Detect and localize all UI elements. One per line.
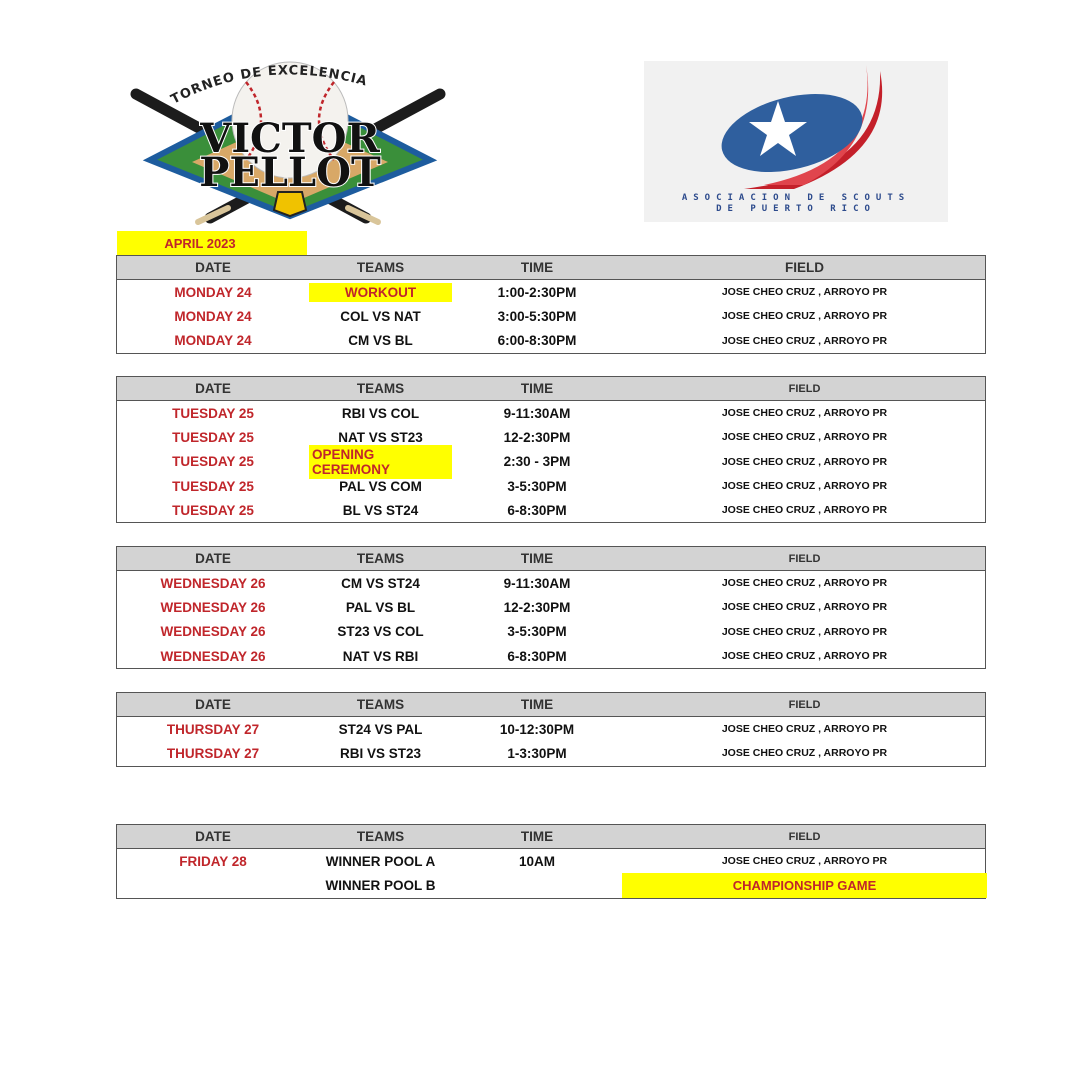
table-row <box>117 401 985 425</box>
row-date: MONDAY 24 <box>174 308 252 324</box>
row-teams: ST24 VS PAL <box>338 721 423 737</box>
table-header <box>117 377 985 401</box>
header-teams: TEAMS <box>356 260 405 275</box>
header-teams: TEAMS <box>356 551 405 566</box>
header-date: DATE <box>195 829 231 844</box>
table-row <box>117 873 985 897</box>
row-time: 6:00-8:30PM <box>497 333 577 349</box>
row-time: 1:00-2:30PM <box>497 284 577 300</box>
logo-line-pellot: PELLOT <box>199 149 381 196</box>
table-row <box>117 717 985 741</box>
table-row <box>117 571 985 595</box>
row-time: 10-12:30PM <box>499 721 575 737</box>
row-teams-highlight: WORKOUT <box>309 283 452 302</box>
row-teams: RBI VS ST23 <box>339 745 422 761</box>
header-field: FIELD <box>788 698 821 711</box>
header-time: TIME <box>520 381 554 396</box>
header-time: TIME <box>520 829 554 844</box>
row-field: JOSE CHEO CRUZ , ARROYO PR <box>721 480 888 493</box>
row-field: JOSE CHEO CRUZ , ARROYO PR <box>721 577 888 590</box>
header-time: TIME <box>520 260 554 275</box>
row-teams: WINNER POOL A <box>325 853 436 869</box>
row-teams: CM VS BL <box>348 333 413 349</box>
row-date: TUESDAY 25 <box>172 405 254 421</box>
row-date: WEDNESDAY 26 <box>160 648 266 664</box>
row-field: JOSE CHEO CRUZ , ARROYO PR <box>721 723 888 736</box>
row-field: JOSE CHEO CRUZ , ARROYO PR <box>721 855 888 868</box>
row-field: JOSE CHEO CRUZ , ARROYO PR <box>721 625 888 638</box>
row-date: WEDNESDAY 26 <box>160 575 266 591</box>
row-teams: NAT VS RBI <box>342 648 419 664</box>
row-time: 12-2:30PM <box>503 599 571 615</box>
schedule-block-tuesday <box>116 376 986 523</box>
row-date: FRIDAY 28 <box>179 853 247 869</box>
table-row <box>117 644 985 668</box>
row-teams: ST23 VS COL <box>337 624 424 640</box>
row-teams: BL VS ST24 <box>342 502 419 518</box>
table-header <box>117 256 985 280</box>
header-teams: TEAMS <box>356 697 405 712</box>
scouts-text-line1: ASOCIACION DE SCOUTS <box>681 193 911 203</box>
logo-line-victor: VICTOR <box>200 115 380 162</box>
row-time: 12-2:30PM <box>503 429 571 445</box>
header-field: FIELD <box>785 260 824 275</box>
row-field: JOSE CHEO CRUZ , ARROYO PR <box>721 601 888 614</box>
row-field: JOSE CHEO CRUZ , ARROYO PR <box>721 650 888 663</box>
row-field: JOSE CHEO CRUZ , ARROYO PR <box>721 747 888 760</box>
header-teams: TEAMS <box>356 829 405 844</box>
row-field: JOSE CHEO CRUZ , ARROYO PR <box>721 310 888 323</box>
row-time: 10AM <box>518 853 555 869</box>
month-banner: APRIL 2023 <box>117 231 307 255</box>
table-header <box>117 825 985 849</box>
row-teams-highlight: OPENING CEREMONY <box>309 445 452 479</box>
row-field: JOSE CHEO CRUZ , ARROYO PR <box>721 286 888 299</box>
row-field: JOSE CHEO CRUZ , ARROYO PR <box>721 334 888 347</box>
table-row <box>117 329 985 353</box>
row-date: THURSDAY 27 <box>166 745 260 761</box>
row-date: TUESDAY 25 <box>172 478 254 494</box>
championship-game-highlight: CHAMPIONSHIP GAME <box>622 873 987 897</box>
table-row <box>117 741 985 765</box>
row-time: 3-5:30PM <box>507 624 567 640</box>
schedule-block-thursday <box>116 692 986 767</box>
scouts-text-line2: DE PUERTO RICO <box>716 204 876 214</box>
header-date: DATE <box>195 381 231 396</box>
table-row <box>117 304 985 328</box>
row-teams: CM VS ST24 <box>341 575 420 591</box>
row-time: 9-11:30AM <box>503 405 571 421</box>
row-field: JOSE CHEO CRUZ , ARROYO PR <box>721 407 888 420</box>
table-row <box>117 446 985 477</box>
scouts-association-logo <box>644 61 948 222</box>
row-date: TUESDAY 25 <box>172 429 254 445</box>
row-field: JOSE CHEO CRUZ , ARROYO PR <box>721 504 888 517</box>
row-date: MONDAY 24 <box>174 284 252 300</box>
row-date: THURSDAY 27 <box>166 721 260 737</box>
table-header <box>117 547 985 571</box>
row-date: MONDAY 24 <box>174 333 252 349</box>
header-date: DATE <box>195 260 231 275</box>
row-teams: RBI VS COL <box>341 405 420 421</box>
row-teams: WINNER POOL B <box>325 877 436 893</box>
header-time: TIME <box>520 551 554 566</box>
row-time: 3:00-5:30PM <box>497 308 577 324</box>
header-field: FIELD <box>788 552 821 565</box>
table-row <box>117 595 985 619</box>
row-time: 3-5:30PM <box>507 478 567 494</box>
logo-arc-text: TORNEO DE EXCELENCIA <box>168 63 370 108</box>
schedule-block-monday <box>116 255 986 354</box>
row-time: 2:30 - 3PM <box>503 454 571 470</box>
table-row <box>117 849 985 873</box>
header-field: FIELD <box>788 382 821 395</box>
table-row <box>117 498 985 522</box>
table-row <box>117 280 985 304</box>
table-row <box>117 425 985 449</box>
row-date: WEDNESDAY 26 <box>160 599 266 615</box>
row-date: TUESDAY 25 <box>172 502 254 518</box>
table-row <box>117 620 985 644</box>
row-time: 1-3:30PM <box>507 745 567 761</box>
row-time: 9-11:30AM <box>503 575 571 591</box>
row-date: WEDNESDAY 26 <box>160 624 266 640</box>
schedule-block-friday <box>116 824 986 899</box>
header-date: DATE <box>195 551 231 566</box>
row-teams: PAL VS BL <box>345 599 416 615</box>
header-field: FIELD <box>788 830 821 843</box>
row-teams: COL VS NAT <box>340 308 421 324</box>
row-teams: PAL VS COM <box>339 478 422 494</box>
header-teams: TEAMS <box>356 381 405 396</box>
header-date: DATE <box>195 697 231 712</box>
header-time: TIME <box>520 697 554 712</box>
table-header <box>117 693 985 717</box>
row-teams: NAT VS ST23 <box>338 429 423 445</box>
row-field: JOSE CHEO CRUZ , ARROYO PR <box>721 431 888 444</box>
row-time: 6-8:30PM <box>507 648 567 664</box>
schedule-block-wednesday <box>116 546 986 669</box>
row-date: TUESDAY 25 <box>172 454 254 470</box>
row-field: JOSE CHEO CRUZ , ARROYO PR <box>721 455 888 468</box>
table-row <box>117 474 985 498</box>
victor-pellot-logo <box>128 58 450 228</box>
row-time: 6-8:30PM <box>507 502 567 518</box>
